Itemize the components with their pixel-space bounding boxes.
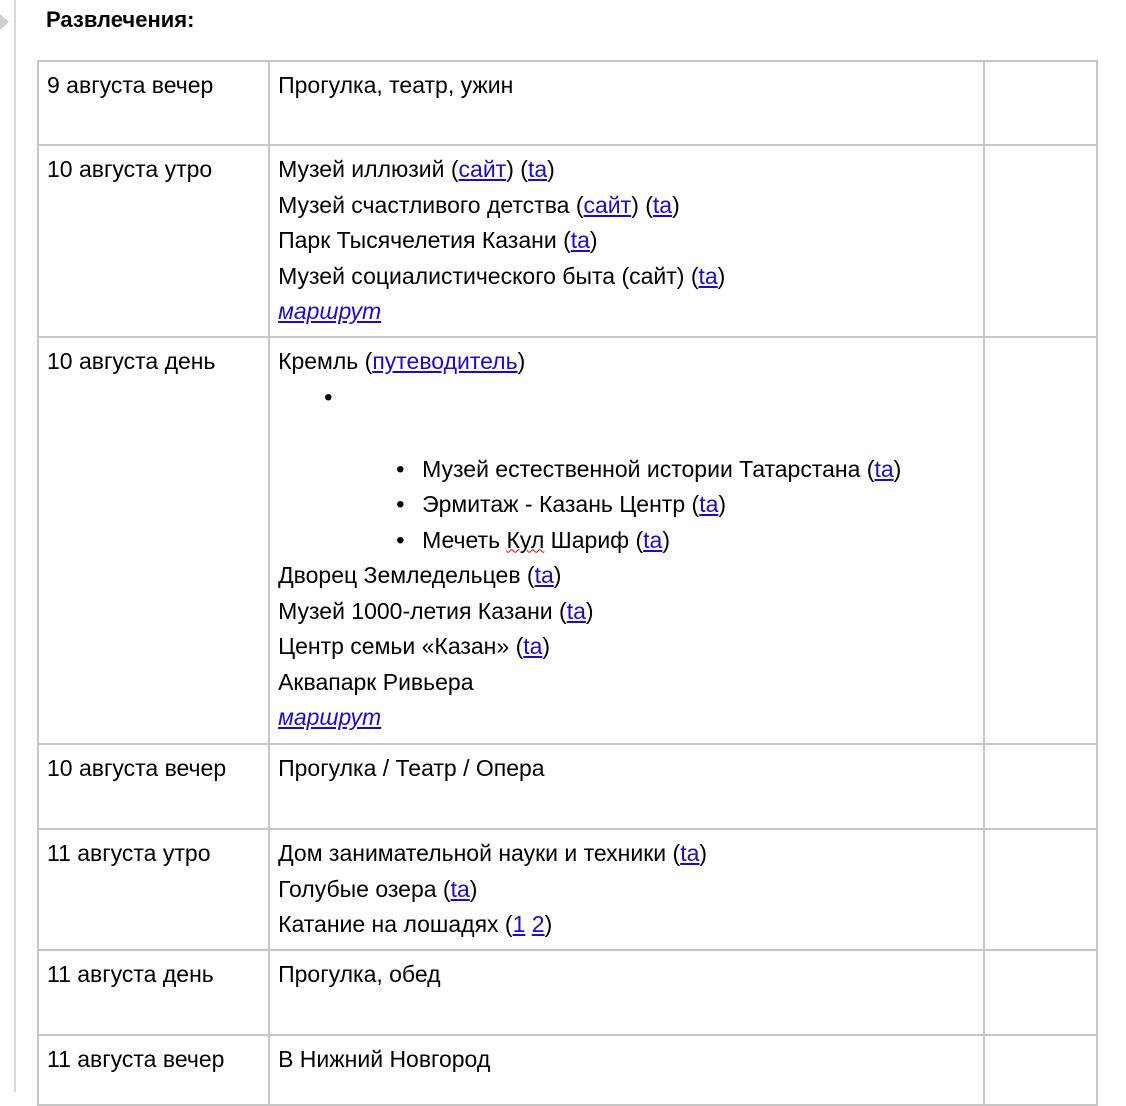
- time-cell: 10 августа вечер: [38, 744, 269, 829]
- time-cell: 11 августа день: [38, 950, 269, 1035]
- list-item: • Музей естественной истории Татарстана (ta): [422, 452, 975, 488]
- schedule-table: [37, 60, 1098, 1106]
- list-item: Парк Тысячелетия Казани (ta): [278, 227, 598, 253]
- margin-rule: [14, 0, 16, 1092]
- list-item: Аквапарк Ривьера: [278, 668, 474, 695]
- notes-cell: [984, 337, 1097, 744]
- ta-link[interactable]: ta: [699, 491, 719, 517]
- time-cell: 11 августа вечер: [38, 1035, 269, 1105]
- notes-cell: [984, 61, 1097, 145]
- ta-link[interactable]: ta: [643, 526, 663, 553]
- route-link[interactable]: маршрут: [278, 298, 382, 324]
- list-item: • Эрмитаж - Казань Центр (ta): [422, 487, 975, 523]
- plan-cell: Прогулка / Театр / Опера: [269, 744, 984, 829]
- list-item: Дом занимательной науки и техники (ta): [278, 840, 708, 866]
- plan-cell: Прогулка, театр, ужин: [269, 61, 984, 145]
- horse-link-2[interactable]: 2: [531, 911, 545, 937]
- table-row: [38, 145, 1097, 337]
- ta-link[interactable]: ta: [874, 455, 894, 482]
- table-row: [38, 61, 1097, 145]
- ta-link[interactable]: ta: [534, 562, 554, 588]
- plan-cell: В Нижний Новгород: [269, 1035, 984, 1105]
- section-heading: Развлечения:: [46, 7, 195, 32]
- list-item: Музей счастливого детства (сайт) (ta): [278, 191, 680, 218]
- guide-link[interactable]: путеводитель: [372, 348, 518, 374]
- horse-link-1[interactable]: 1: [512, 911, 526, 937]
- ta-link[interactable]: ta: [652, 191, 673, 218]
- empty-bullet: [278, 380, 975, 416]
- plan-cell: [269, 145, 984, 337]
- notes-cell: [984, 829, 1097, 950]
- plan-cell: [269, 337, 984, 744]
- ta-link[interactable]: ta: [523, 633, 543, 659]
- list-item: Кремль (путеводитель): [278, 348, 526, 374]
- list-item: Музей иллюзий (сайт) (ta): [278, 156, 555, 182]
- ta-link[interactable]: ta: [566, 597, 586, 624]
- ta-link[interactable]: ta: [680, 840, 700, 866]
- site-link[interactable]: сайт: [458, 156, 507, 182]
- ta-link[interactable]: ta: [527, 156, 548, 182]
- notes-cell: [984, 744, 1097, 829]
- notes-cell: [984, 145, 1097, 337]
- time-cell: 11 августа утро: [38, 829, 269, 950]
- ta-link[interactable]: ta: [450, 875, 470, 902]
- plan-cell: [269, 829, 984, 950]
- site-link[interactable]: сайт: [583, 191, 632, 218]
- plan-cell: Прогулка, обед: [269, 950, 984, 1035]
- spellcheck-mark: Кул: [506, 526, 545, 553]
- table-row: [38, 1035, 1097, 1105]
- table-row: [38, 337, 1097, 744]
- time-cell: 10 августа день: [38, 337, 269, 744]
- time-cell: 9 августа вечер: [38, 61, 269, 145]
- collapse-handle-icon[interactable]: [0, 14, 9, 30]
- notes-cell: [984, 1035, 1097, 1105]
- list-item: Голубые озера (ta): [278, 875, 478, 902]
- route-link[interactable]: маршрут: [278, 704, 382, 730]
- list-item: Музей социалистического быта (сайт) (ta): [278, 262, 726, 289]
- table-row: [38, 829, 1097, 950]
- list-item: Дворец Земледельцев (ta): [278, 562, 562, 588]
- list-item: Катание на лошадях (1 2): [278, 911, 553, 937]
- notes-cell: [984, 950, 1097, 1035]
- ta-link[interactable]: ta: [570, 227, 590, 253]
- list-item: • Мечеть Кул Шариф (ta): [422, 523, 975, 559]
- table-row: [38, 744, 1097, 829]
- table-row: [38, 950, 1097, 1035]
- ta-link[interactable]: ta: [698, 262, 718, 289]
- list-item: Центр семьи «Казан» (ta): [278, 633, 551, 659]
- kremlin-sublist: [278, 452, 975, 559]
- list-item: Музей 1000-летия Казани (ta): [278, 597, 594, 624]
- time-cell: 10 августа утро: [38, 145, 269, 337]
